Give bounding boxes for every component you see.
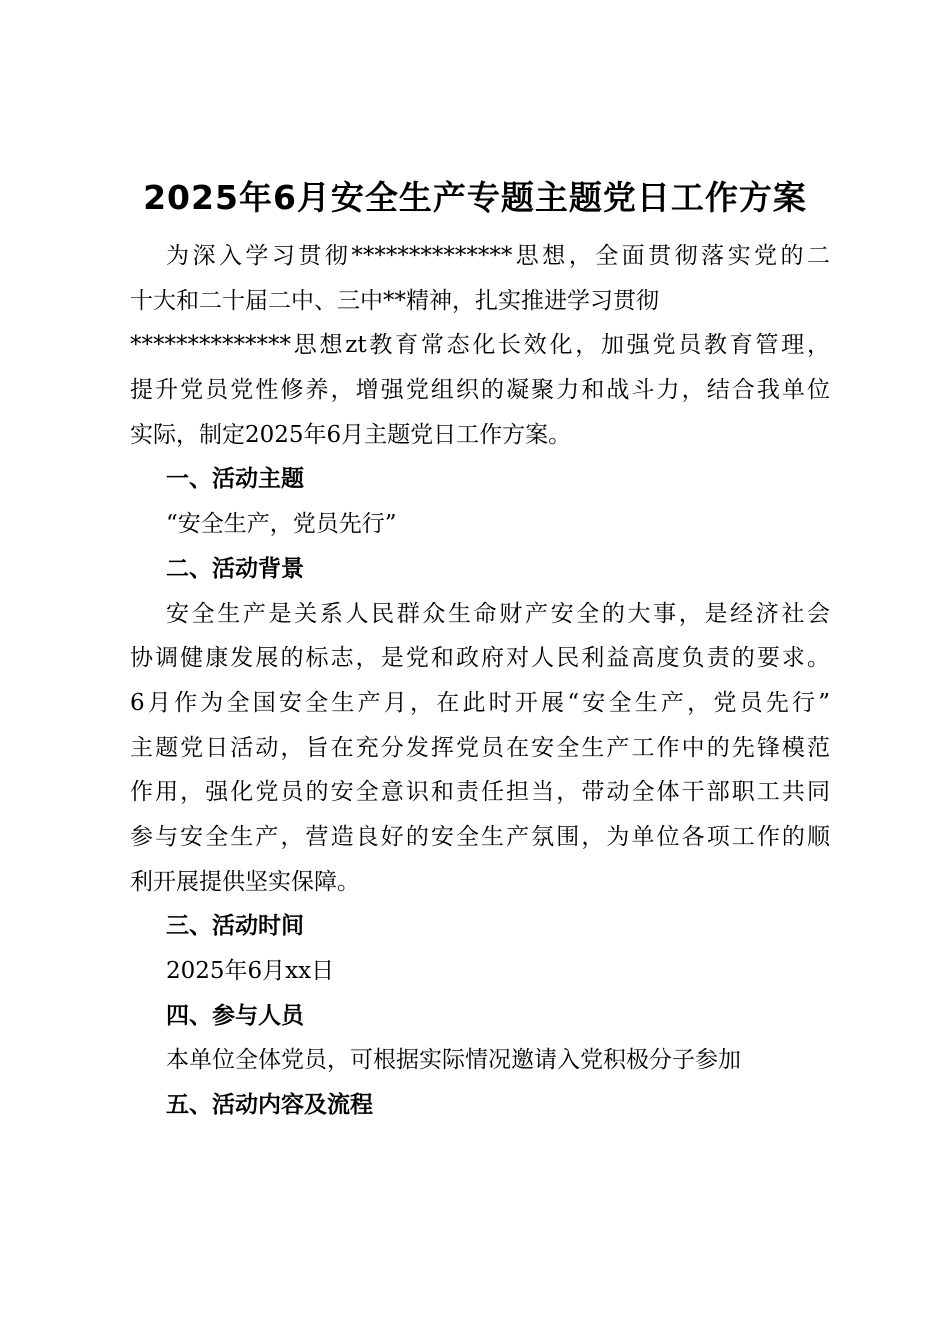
paragraph-line: 为深入学习贯彻**************思想，全面贯彻落实党的二 [166, 243, 830, 269]
paragraph-line: “安全生产，党员先行” [166, 511, 397, 538]
paragraph-line: 6月作为全国安全生产月，在此时开展“安全生产，党员先行” [130, 689, 830, 716]
paragraph-line: 2025年6月xx日 [166, 958, 335, 984]
paragraph-line: 主题党日活动，旨在充分发挥党员在安全生产工作中的先锋模范 [130, 734, 830, 761]
paragraph-line: 作用，强化党员的安全意识和责任担当，带动全体干部职工共同 [130, 779, 830, 806]
paragraph-line: 提升党员党性修养，增强党组织的凝聚力和战斗力，结合我单位 [130, 377, 830, 404]
paragraph-line: 十大和二十届二中、三中**精神，扎实推进学习贯彻 [130, 287, 659, 314]
paragraph-line: **************思想zt教育常态化长效化，加强党员教育管理， [130, 332, 830, 359]
paragraph-line: 协调健康发展的标志，是党和政府对人民利益高度负责的要求。 [130, 645, 830, 672]
section-heading: 五、活动内容及流程 [166, 1092, 373, 1119]
paragraph-line: 利开展提供坚实保障。 [130, 868, 360, 895]
paragraph-line: 本单位全体党员，可根据实际情况邀请入党积极分子参加 [166, 1047, 741, 1074]
paragraph-line: 参与安全生产，营造良好的安全生产氛围，为单位各项工作的顺 [130, 823, 830, 850]
document-title: 2025年6月安全生产专题主题党日工作方案 [143, 178, 807, 217]
section-heading: 一、活动主题 [166, 466, 304, 493]
section-heading: 二、活动背景 [166, 555, 304, 582]
section-heading: 三、活动时间 [166, 913, 304, 940]
section-heading: 四、参与人员 [166, 1002, 304, 1029]
paragraph-line: 安全生产是关系人民群众生命财产安全的大事，是经济社会 [166, 600, 830, 627]
paragraph-line: 实际，制定2025年6月主题党日工作方案。 [130, 421, 572, 448]
document-body [130, 234, 830, 1128]
